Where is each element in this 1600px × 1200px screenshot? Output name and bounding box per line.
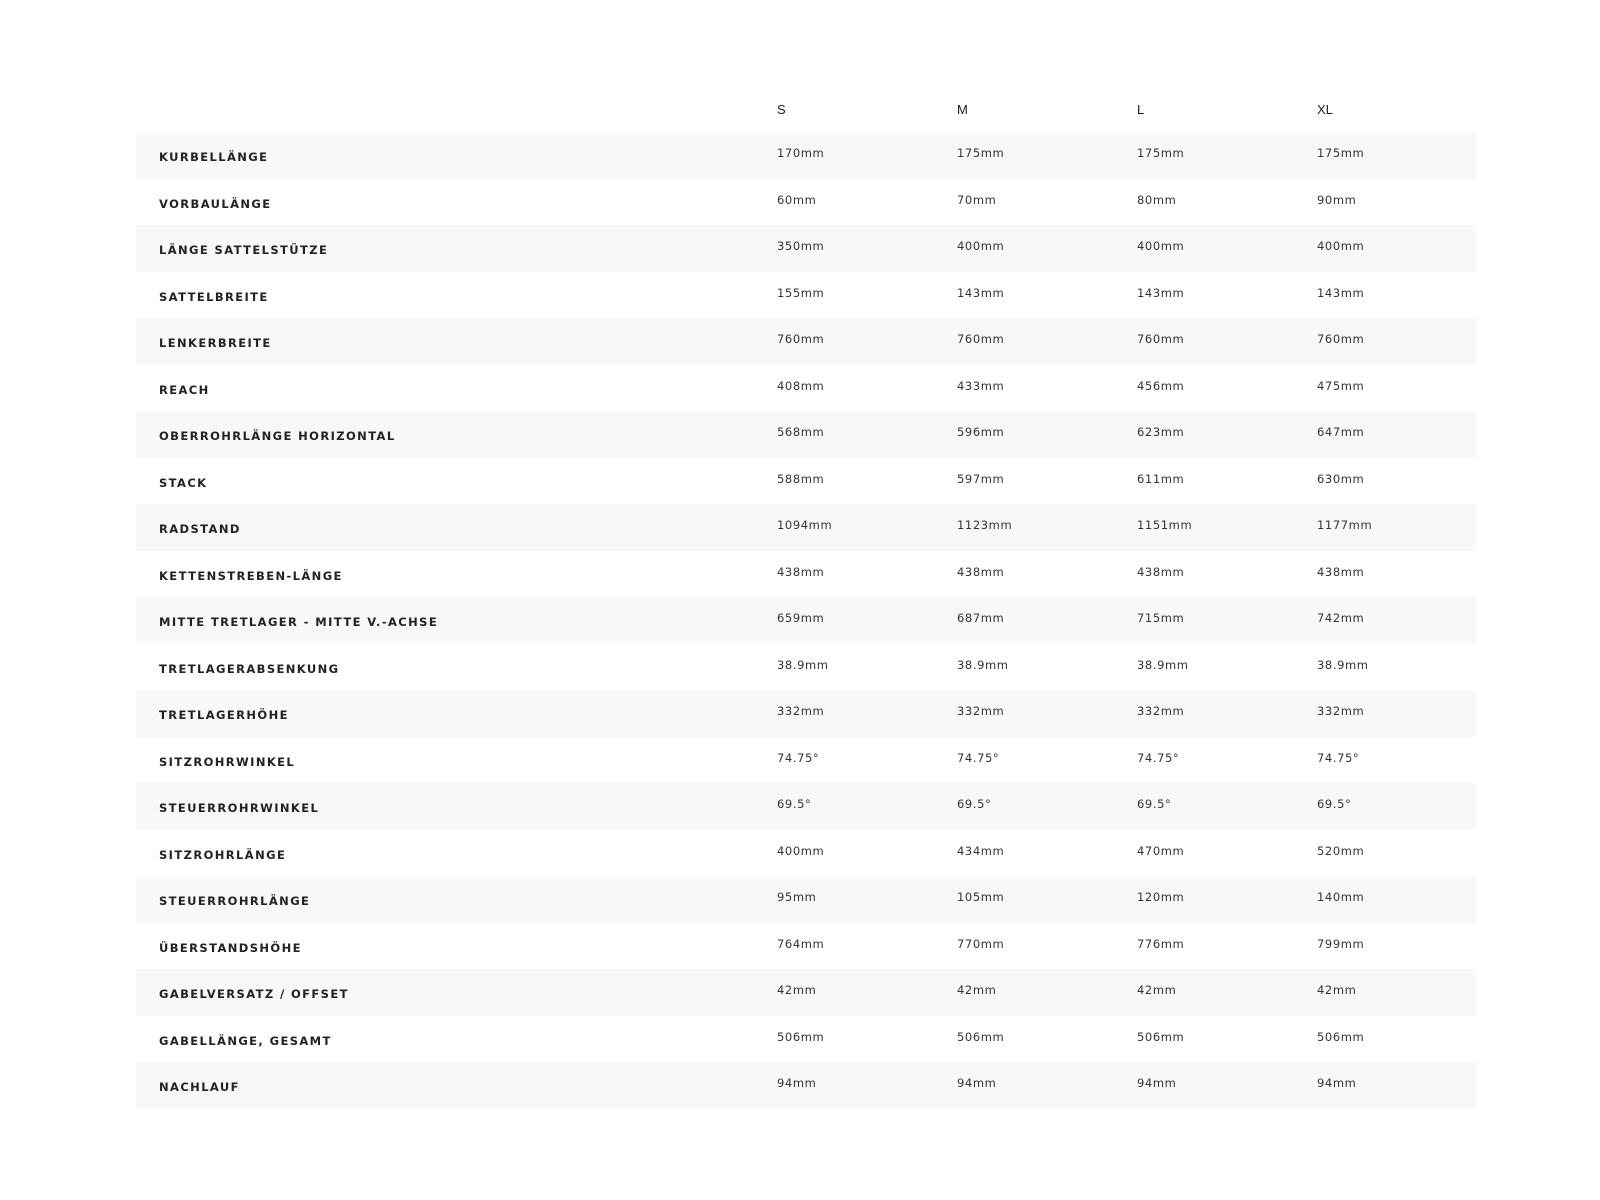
row-value-xl: 799mm [1317, 936, 1365, 951]
geometry-table [136, 86, 1476, 1109]
row-value-xl: 400mm [1317, 239, 1365, 254]
row-value-xl: 760mm [1317, 332, 1365, 347]
row-value-m: 94mm [957, 1076, 997, 1091]
row-value-xl: 475mm [1317, 378, 1365, 393]
row-label: KURBELLÄNGE [159, 150, 269, 165]
row-value-l: 332mm [1137, 704, 1185, 719]
table-row [136, 365, 1476, 412]
row-label: STEUERROHRWINKEL [159, 801, 320, 816]
row-label: TRETLAGERHÖHE [159, 708, 289, 723]
row-value-xl: 506mm [1317, 1029, 1365, 1044]
row-value-l: 74.75° [1137, 750, 1180, 765]
row-value-xl: 38.9mm [1317, 657, 1369, 672]
row-value-s: 659mm [777, 611, 825, 626]
row-value-s: 94mm [777, 1076, 817, 1091]
row-value-xl: 175mm [1317, 146, 1365, 161]
row-value-s: 42mm [777, 983, 817, 998]
row-label: SITZROHRWINKEL [159, 754, 296, 769]
row-value-m: 597mm [957, 471, 1005, 486]
row-label: ÜBERSTANDSHÖHE [159, 940, 302, 955]
row-value-s: 408mm [777, 378, 825, 393]
row-value-s: 588mm [777, 471, 825, 486]
row-value-m: 770mm [957, 936, 1005, 951]
row-value-xl: 94mm [1317, 1076, 1357, 1091]
row-value-l: 623mm [1137, 425, 1185, 440]
row-value-xl: 140mm [1317, 890, 1365, 905]
row-value-l: 80mm [1137, 192, 1177, 207]
row-value-m: 438mm [957, 564, 1005, 579]
row-value-l: 456mm [1137, 378, 1185, 393]
row-value-l: 715mm [1137, 611, 1185, 626]
row-value-l: 42mm [1137, 983, 1177, 998]
row-label: GABELVERSATZ / OFFSET [159, 987, 349, 1002]
row-value-l: 611mm [1137, 471, 1185, 486]
row-value-m: 175mm [957, 146, 1005, 161]
row-label: STACK [159, 475, 208, 490]
table-row [136, 411, 1476, 458]
row-label: SITZROHRLÄNGE [159, 847, 287, 862]
row-value-l: 38.9mm [1137, 657, 1189, 672]
size-header-l: L [1137, 102, 1145, 117]
row-label: OBERROHRLÄNGE HORIZONTAL [159, 429, 396, 444]
row-label: SATTELBREITE [159, 289, 269, 304]
table-row [136, 830, 1476, 877]
row-label: VORBAULÄNGE [159, 196, 272, 211]
size-header-s: S [777, 102, 786, 117]
row-label: STEUERROHRLÄNGE [159, 894, 311, 909]
row-value-l: 776mm [1137, 936, 1185, 951]
row-value-xl: 143mm [1317, 285, 1365, 300]
table-row [136, 132, 1476, 179]
row-value-s: 74.75° [777, 750, 820, 765]
row-value-m: 69.5° [957, 797, 992, 812]
geometry-rows [136, 132, 1476, 1109]
row-label: MITTE TRETLAGER - MITTE V.-ACHSE [159, 615, 439, 630]
size-header-row [136, 86, 1476, 132]
row-value-xl: 1177mm [1317, 518, 1373, 533]
row-value-l: 470mm [1137, 843, 1185, 858]
table-row [136, 1062, 1476, 1109]
row-value-l: 143mm [1137, 285, 1185, 300]
row-value-m: 760mm [957, 332, 1005, 347]
row-value-xl: 69.5° [1317, 797, 1352, 812]
table-row [136, 969, 1476, 1016]
row-value-m: 74.75° [957, 750, 1000, 765]
table-row [136, 225, 1476, 272]
row-value-s: 400mm [777, 843, 825, 858]
row-value-l: 760mm [1137, 332, 1185, 347]
row-label: LÄNGE SATTELSTÜTZE [159, 243, 329, 258]
table-row [136, 690, 1476, 737]
row-value-l: 120mm [1137, 890, 1185, 905]
row-value-l: 175mm [1137, 146, 1185, 161]
row-value-l: 94mm [1137, 1076, 1177, 1091]
row-value-s: 760mm [777, 332, 825, 347]
row-value-l: 1151mm [1137, 518, 1193, 533]
row-value-s: 332mm [777, 704, 825, 719]
row-value-s: 95mm [777, 890, 817, 905]
row-value-xl: 438mm [1317, 564, 1365, 579]
row-value-m: 38.9mm [957, 657, 1009, 672]
size-header-m: M [957, 102, 968, 117]
row-value-s: 38.9mm [777, 657, 829, 672]
table-row [136, 783, 1476, 830]
row-value-m: 433mm [957, 378, 1005, 393]
table-row [136, 272, 1476, 319]
table-row [136, 1016, 1476, 1063]
table-row [136, 551, 1476, 598]
row-label: KETTENSTREBEN-LÄNGE [159, 568, 343, 583]
table-row [136, 179, 1476, 226]
row-value-s: 350mm [777, 239, 825, 254]
row-label: TRETLAGERABSENKUNG [159, 661, 340, 676]
row-value-xl: 647mm [1317, 425, 1365, 440]
table-row [136, 876, 1476, 923]
table-row [136, 644, 1476, 691]
table-row [136, 923, 1476, 970]
table-row [136, 318, 1476, 365]
row-label: GABELLÄNGE, GESAMT [159, 1033, 332, 1048]
row-value-s: 69.5° [777, 797, 812, 812]
row-value-m: 596mm [957, 425, 1005, 440]
size-header-xl: XL [1317, 102, 1333, 117]
row-value-s: 60mm [777, 192, 817, 207]
row-value-m: 143mm [957, 285, 1005, 300]
row-value-m: 1123mm [957, 518, 1013, 533]
row-value-xl: 42mm [1317, 983, 1357, 998]
row-value-m: 70mm [957, 192, 997, 207]
row-value-xl: 520mm [1317, 843, 1365, 858]
row-value-xl: 90mm [1317, 192, 1357, 207]
row-value-s: 438mm [777, 564, 825, 579]
row-value-m: 332mm [957, 704, 1005, 719]
row-value-l: 400mm [1137, 239, 1185, 254]
row-value-l: 69.5° [1137, 797, 1172, 812]
row-value-m: 42mm [957, 983, 997, 998]
row-value-s: 1094mm [777, 518, 833, 533]
row-value-xl: 74.75° [1317, 750, 1360, 765]
row-value-m: 105mm [957, 890, 1005, 905]
row-label: RADSTAND [159, 522, 241, 537]
row-value-s: 155mm [777, 285, 825, 300]
table-row [136, 458, 1476, 505]
row-value-m: 687mm [957, 611, 1005, 626]
row-value-l: 438mm [1137, 564, 1185, 579]
table-row [136, 504, 1476, 551]
row-value-xl: 630mm [1317, 471, 1365, 486]
row-value-s: 170mm [777, 146, 825, 161]
row-value-m: 434mm [957, 843, 1005, 858]
row-value-s: 568mm [777, 425, 825, 440]
table-row [136, 737, 1476, 784]
row-value-xl: 332mm [1317, 704, 1365, 719]
row-value-s: 764mm [777, 936, 825, 951]
row-label: NACHLAUF [159, 1080, 240, 1095]
row-value-s: 506mm [777, 1029, 825, 1044]
row-value-m: 506mm [957, 1029, 1005, 1044]
table-row [136, 597, 1476, 644]
row-label: REACH [159, 382, 210, 397]
row-label: LENKERBREITE [159, 336, 272, 351]
row-value-xl: 742mm [1317, 611, 1365, 626]
row-value-m: 400mm [957, 239, 1005, 254]
row-value-l: 506mm [1137, 1029, 1185, 1044]
